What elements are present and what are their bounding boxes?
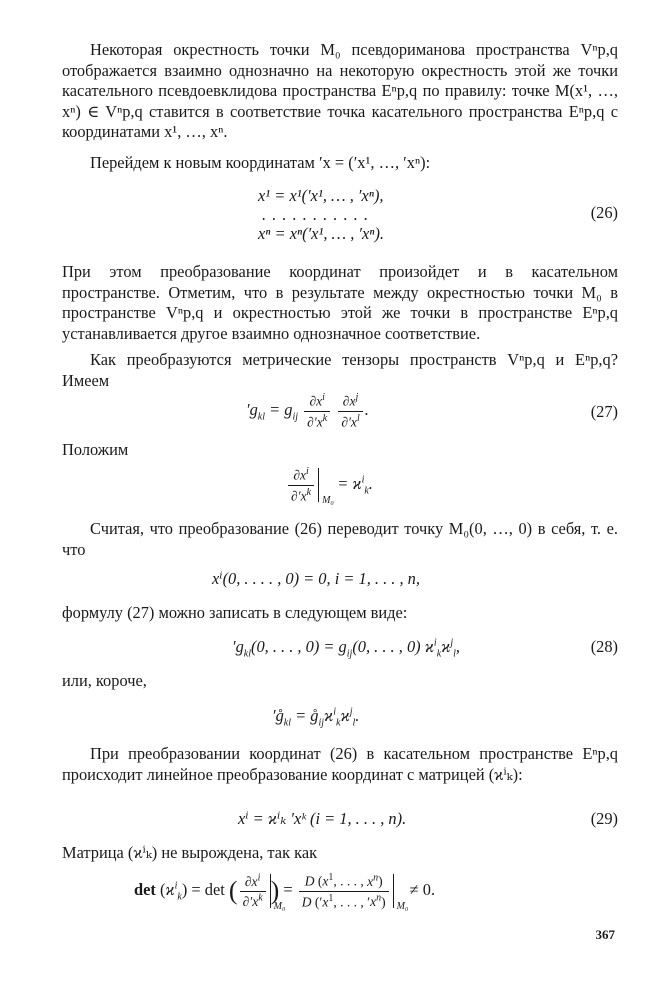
paragraph-8-text: или, короче, bbox=[62, 671, 147, 690]
equation-26-number: (26) bbox=[590, 203, 618, 222]
page-number: 367 bbox=[595, 927, 615, 942]
paragraph-3 bbox=[62, 262, 618, 344]
paragraph-5 bbox=[62, 440, 618, 461]
paragraph-10 bbox=[62, 843, 618, 864]
paragraph-7-text: формулу (27) можно записать в следующем виде: bbox=[62, 603, 408, 622]
determinant-equation: $\det (ϰ^i_k) = \det$ ( $\frac{\partial x^i}{\partial'x^k}$ M₀ ) = $\frac{D (x^1, . . . , x^n)}{D ('x^1, . . . , 'x^n)}$ M₀ ≠ 0. bbox=[134, 872, 436, 912]
paragraph-5-text: Положим bbox=[62, 440, 129, 459]
paragraph-6 bbox=[62, 519, 618, 560]
paragraph-4-text: Как преобразуются метрические тензоры пространств Vⁿp,q и Eⁿp,q? Имеем bbox=[62, 350, 618, 390]
paragraph-8 bbox=[62, 671, 618, 692]
paragraph-1 bbox=[62, 40, 618, 143]
equation-26-dots: . . . . . . . . . . . bbox=[262, 205, 370, 224]
equation-28-short: $'g̊_{kl}$ = $g̊_{ij}ϰ^i_kϰ^j_l$. bbox=[272, 706, 360, 729]
paragraph-9-text: При преобразовании координат (26) в касательном пространстве Eⁿp,q происходит линейное преобразование координат с матрицей (ϰⁱₖ): bbox=[62, 744, 618, 784]
kappa-definition: $\frac{\partial x^i}{\partial'x^k}$ M₀ = $ϰ^i_k$. bbox=[286, 466, 373, 504]
paragraph-2 bbox=[62, 153, 618, 174]
equation-27-number: (27) bbox=[590, 402, 618, 421]
equation-27: $'g_{kl} = g_{ij}$ $\frac{\partial x^i}{\partial'x^k}$ $\frac{\partial x^j}{\partial'x^l}$ . bbox=[246, 392, 369, 429]
paragraph-10-text: Матрица (ϰⁱₖ) не вырождена, так как bbox=[62, 843, 318, 862]
paragraph-6-text: Считая, что преобразование (26) переводит точку M₀(0, …, 0) в себя, т. е. что bbox=[62, 519, 618, 559]
paragraph-2-text: Перейдем к новым координатам ′x = (′x¹, …, ′xⁿ): bbox=[90, 153, 431, 172]
equation-26-line-1: x¹ = x¹(′x¹, … , ′xⁿ), bbox=[258, 186, 384, 205]
equation-29-number: (29) bbox=[590, 809, 618, 828]
equation-26-line-2: xⁿ = xⁿ(′x¹, … , ′xⁿ). bbox=[258, 224, 385, 243]
equation-28: $'g_{kl}(0$, . . . , $0) = g_{ij}(0$, . . . , 0) $ϰ^i_kϰ^j_l$, bbox=[232, 637, 461, 660]
paragraph-7 bbox=[62, 603, 618, 624]
paragraph-1-text: Некоторая окрестность точки M₀ псевдориманова пространства Vⁿp,q отображается взаимно однозначно на некоторую окрестность этой же точки касательного псевдоевклидова пространства Eⁿp,q по правилу: точке M(x¹, …, xⁿ) ∈ Vⁿp,q ставится в соответствие точка касательного пространства Eⁿp,q с координатами x¹, …, xⁿ. bbox=[62, 40, 618, 141]
origin-condition: xⁱ(0, . . . . , 0) = 0, i = 1, . . . , n, bbox=[212, 569, 420, 588]
equation-29: xⁱ = ϰⁱₖ ′xᵏ (i = 1, . . . , n). bbox=[238, 809, 407, 828]
paragraph-4 bbox=[62, 350, 618, 391]
paragraph-9 bbox=[62, 744, 618, 785]
paragraph-3-text: При этом преобразование координат произойдет и в касательном пространстве. Отметим, что в результате между окрестностью точки M₀ в пространстве Vⁿp,q и окрестностью этой же точки в пространстве Eⁿp,q устанавливается другое взаимно однозначное соответствие. bbox=[62, 262, 618, 343]
equation-28-number: (28) bbox=[590, 637, 618, 656]
